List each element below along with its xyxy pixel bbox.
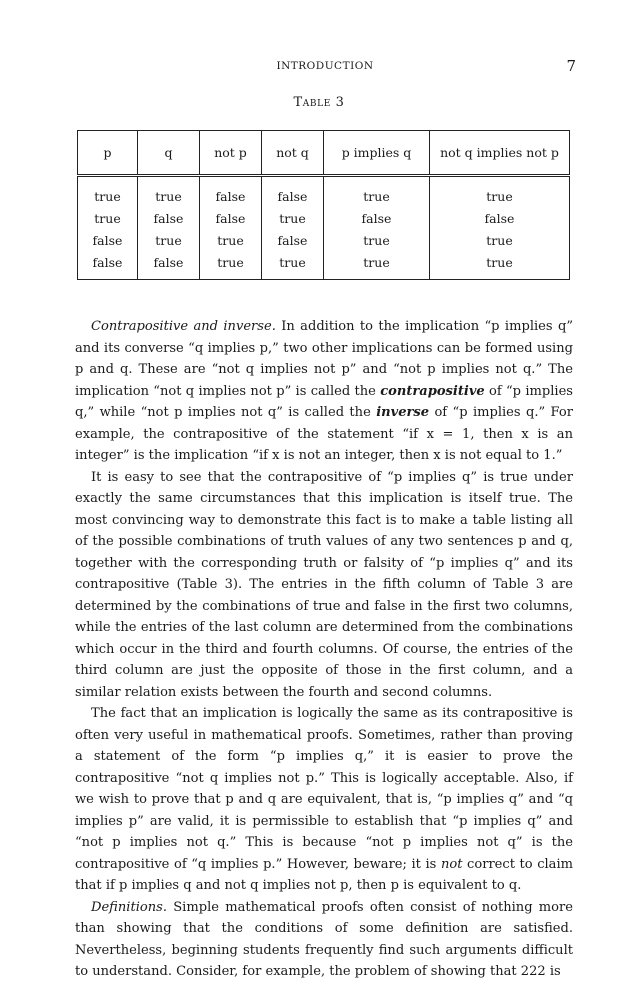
table-cell: false: [138, 251, 200, 280]
table-row: [78, 176, 570, 208]
text-run: of “p implies q,” while “not p implies not q” is called the: [75, 383, 573, 420]
table-cell: true: [94, 188, 121, 204]
table-body: [78, 176, 570, 280]
column-header: p: [78, 131, 138, 176]
paragraph-proofs: [75, 703, 573, 897]
table-row: [78, 251, 570, 280]
table-cell: true: [262, 251, 324, 280]
body-text: [75, 316, 573, 983]
table-title: Table 3: [293, 95, 345, 110]
table-cell: false: [92, 254, 123, 270]
text-run: In addition to the implication “p implies q” and its converse “q implies p,” two other implications can be formed using p and q. These are “not q implies not p” and “not p implies not q.” The implication “not q implies not p” is called the: [75, 319, 573, 399]
table-row: [78, 229, 570, 251]
table-cell: true: [324, 251, 430, 280]
text-run: The fact that an implication is logically the same as its contrapositive is often very useful in mathematical proofs. Sometimes, rather than proving a statement of the form “p implies q,” it is easier to prove the contrapositive “not q implies not p.” This is logically acceptable. Also, if we wish to prove that p and q are equivalent, that is, “p implies q” and “q implies p” are valid, it is permissible to establish that “p implies q” and “not p implies not q.” This is because “not p implies not q” is the contrapositive of “q implies p.” However, beware; it is: [75, 706, 573, 872]
truth-table: [77, 130, 570, 280]
running-head: INTRODUCTION: [276, 60, 374, 72]
table-row: [78, 207, 570, 229]
page-number: 7: [566, 57, 576, 75]
text-run: correct to claim that if p implies q and not q implies not p, then p is equivalent to q.: [75, 856, 574, 893]
table-cell: true: [430, 176, 570, 208]
table-cell: true: [138, 176, 200, 208]
column-header: q: [138, 131, 200, 176]
section-heading: Contrapositive and inverse.: [91, 319, 276, 334]
column-header: not p: [200, 131, 262, 176]
page-header: [76, 57, 576, 80]
emphasis-not: not: [440, 856, 463, 872]
paragraph-table-explanation: It is easy to see that the contrapositive of “p implies q” is true under exactly the same circumstances that this implication is itself true. The most convincing way to demonstrate this fact is to make a table listing all of the possible combinations of truth values of any two sentences p and q, together with the corresponding truth or falsity of “p implies q” and its contrapositive (Table 3). The entries in the fifth column of Table 3 are determined by the combinations of true and false in the first two columns, while the entries of the last column are determined from the combinations which occur in the third and fourth columns. Of course, the entries of the third column are just the opposite of those in the first column, and a similar relation exists between the fourth and second columns.: [75, 469, 573, 700]
table-cell: true: [138, 229, 200, 251]
term-contrapositive: contrapositive: [380, 383, 485, 399]
text-run: Simple mathematical proofs often consist of nothing more than showing that the conditions of some definition are satisfied. Nevertheless, beginning students frequently find such arguments difficult to understand. Consider, for example, the problem of showing that 222 is: [75, 899, 573, 979]
table-cell: false: [200, 207, 262, 229]
table-cell: false: [92, 232, 123, 248]
table-cell: false: [430, 207, 570, 229]
section-heading: Definitions.: [91, 899, 167, 915]
column-header: p implies q: [324, 131, 430, 176]
table-cell: true: [324, 229, 430, 251]
column-header: not q: [262, 131, 324, 176]
table-cell: false: [200, 176, 262, 208]
table-cell: true: [324, 176, 430, 208]
table-cell: false: [324, 207, 430, 229]
term-inverse: inverse: [376, 405, 430, 420]
table-cell: false: [262, 176, 324, 208]
table-cell: true: [262, 207, 324, 229]
column-header: not q implies not p: [430, 131, 570, 176]
text-run: of “p implies q.” For example, the contrapositive of the statement “if x = 1, then x is an integer” is the implication “if x is not an integer, then x is not equal to 1.”: [75, 405, 573, 463]
table-cell: false: [262, 229, 324, 251]
table-cell: true: [430, 229, 570, 251]
table-cell: true: [94, 210, 121, 226]
table-header: [78, 131, 570, 176]
table-cell: false: [138, 207, 200, 229]
paragraph-contrapositive: [75, 316, 573, 467]
paragraph-definitions: [75, 897, 573, 983]
table-cell: true: [200, 229, 262, 251]
table-cell: true: [430, 251, 570, 280]
table-cell: true: [200, 251, 262, 280]
